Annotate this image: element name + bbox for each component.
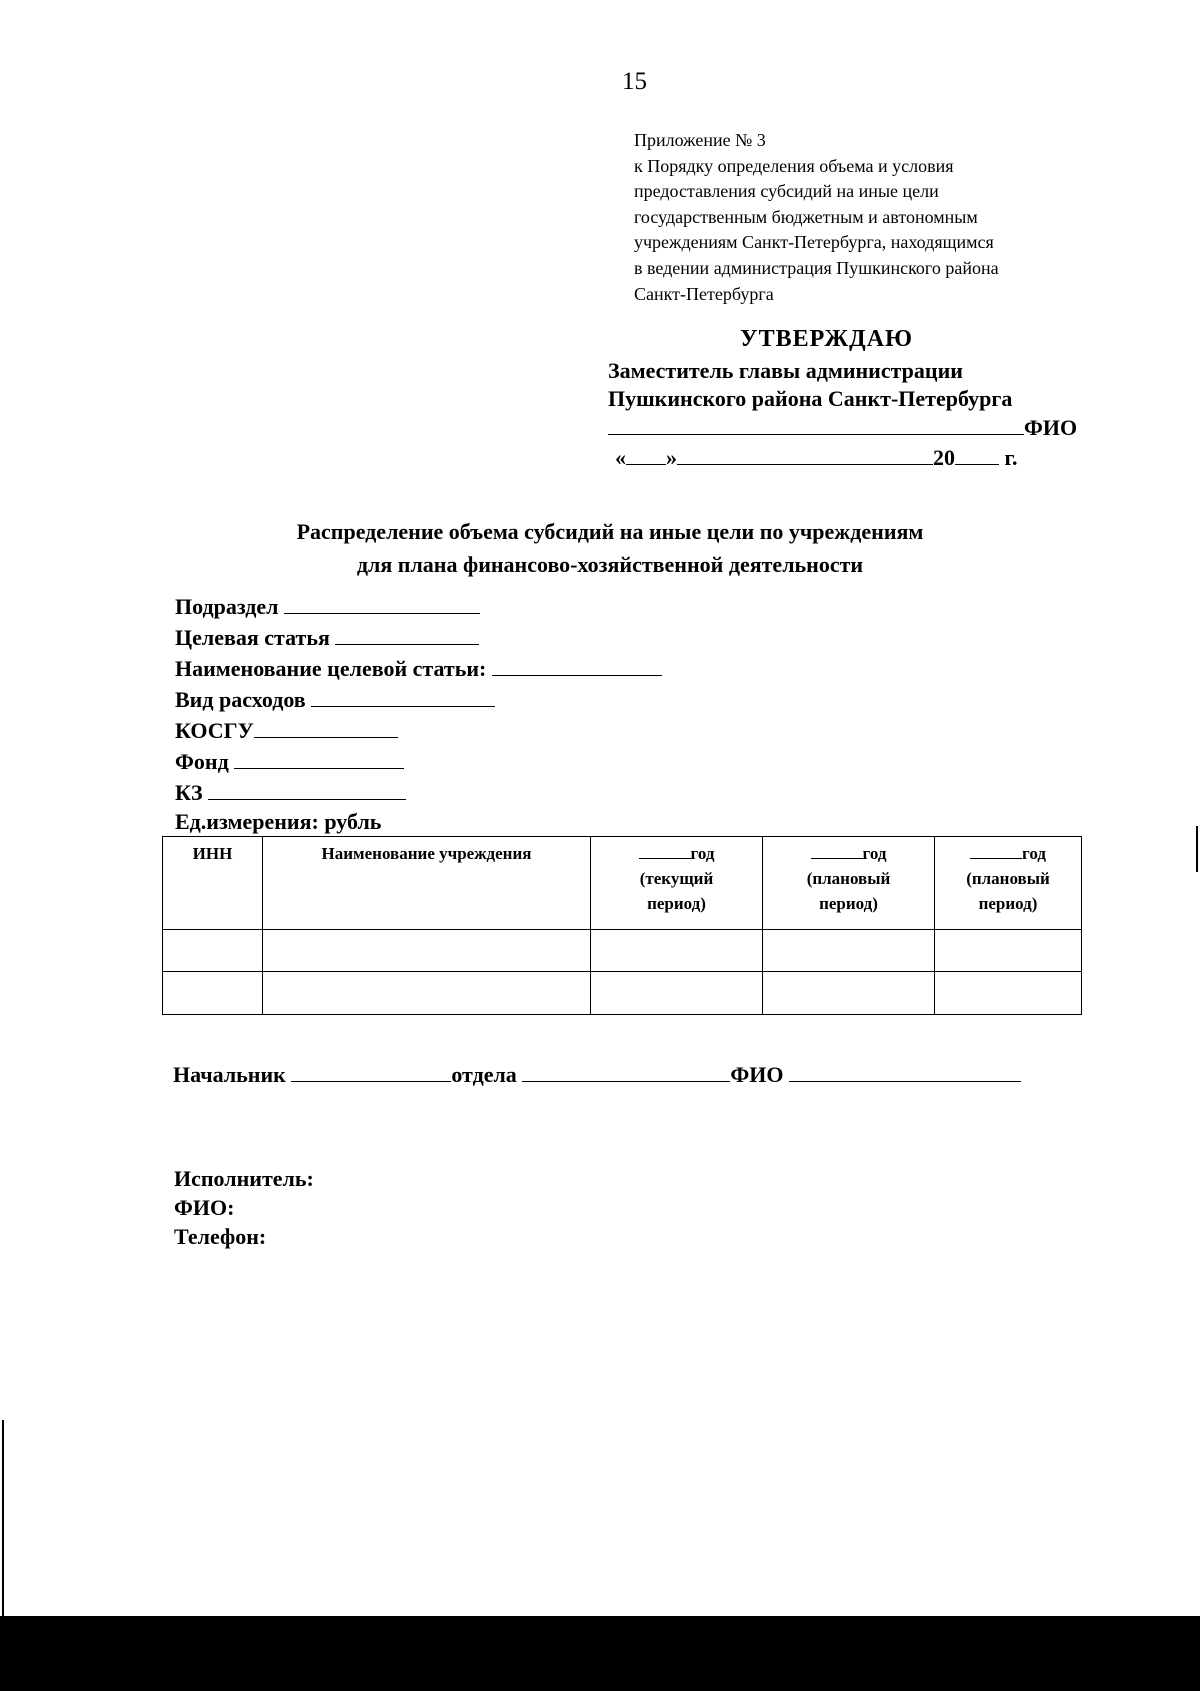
- approval-district: Пушкинского района Санкт-Петербурга: [608, 386, 1013, 411]
- field-label: КЗ: [175, 780, 203, 805]
- field-target-article-name: [175, 655, 662, 682]
- field-unit: Ед.измерения: рубль: [175, 809, 382, 834]
- header-institution-name: Наименование учреждения: [263, 837, 591, 930]
- header-planned-year-2: [935, 837, 1082, 930]
- table-cell: [935, 930, 1082, 972]
- approval-date-line: [615, 444, 1018, 471]
- header-planned-year-1: [763, 837, 935, 930]
- title-line-1: Распределение объема субсидий на иные цели по учреждениям: [296, 519, 924, 544]
- header-period-type: (плановый: [966, 869, 1050, 888]
- table-cell: [263, 930, 591, 972]
- table-cell: [591, 972, 763, 1015]
- field-subsection: [175, 593, 480, 620]
- field-label: Фонд: [175, 749, 229, 774]
- annex-line: предоставления субсидий на иные цели: [634, 181, 939, 202]
- field-blank: [234, 748, 404, 769]
- approval-fio: ФИО: [1024, 415, 1078, 440]
- annex-line: в ведении администрация Пушкинского района: [634, 257, 999, 278]
- year-blank: [955, 444, 999, 465]
- signature-blank: [608, 414, 1024, 435]
- distribution-table: [162, 836, 1082, 1015]
- field-label: КОСГУ: [175, 718, 254, 743]
- field-label: Подраздел: [175, 594, 279, 619]
- header-period-word: период): [819, 894, 878, 913]
- table-row: [163, 972, 1082, 1015]
- table-cell: [163, 972, 263, 1015]
- date-close-quote: »: [666, 445, 677, 470]
- header-year-label: год: [1022, 844, 1046, 863]
- executor-phone-label: Телефон:: [174, 1224, 267, 1249]
- year-blank: [970, 842, 1022, 859]
- annex-line: государственным бюджетным и автономным: [634, 206, 978, 227]
- signature-blank: [522, 1061, 730, 1082]
- field-kz: [175, 779, 406, 806]
- year-blank: [811, 842, 863, 859]
- approval-position: Заместитель главы администрации: [608, 358, 963, 383]
- date-open-quote: «: [615, 445, 626, 470]
- table-row: [163, 930, 1082, 972]
- field-fund: [175, 748, 404, 775]
- year-suffix: г.: [1004, 445, 1018, 470]
- document-title: [180, 515, 1040, 581]
- page-number: 15: [622, 68, 647, 95]
- executor-fio-label: ФИО:: [174, 1195, 235, 1220]
- field-blank: [335, 624, 479, 645]
- signature-line: [173, 1061, 1021, 1088]
- annex-line: Приложение № 3: [634, 130, 766, 150]
- field-target-article: [175, 624, 479, 651]
- header-year-label: год: [862, 844, 887, 863]
- field-label: Наименование целевой статьи:: [175, 656, 487, 681]
- header-year-label: год: [690, 844, 715, 863]
- field-blank: [254, 717, 398, 738]
- header-period-type: (плановый: [806, 869, 891, 888]
- signature-department-label: отдела: [451, 1062, 517, 1087]
- fio-blank: [789, 1061, 1021, 1082]
- header-period-type: (текущий: [639, 869, 714, 888]
- department-name-blank: [291, 1061, 451, 1082]
- approval-heading: УТВЕРЖДАЮ: [740, 326, 914, 352]
- day-blank: [626, 444, 666, 465]
- table-cell: [763, 972, 935, 1015]
- signature-fio-label: ФИО: [730, 1062, 784, 1087]
- scan-bottom-border: [0, 1616, 1200, 1691]
- header-period-word: период): [978, 894, 1038, 913]
- table-cell: [935, 972, 1082, 1015]
- approval-fio-line: [608, 414, 1077, 441]
- field-blank: [311, 686, 495, 707]
- table-cell: [591, 930, 763, 972]
- table-cell: [263, 972, 591, 1015]
- header-period-word: период): [647, 894, 706, 913]
- executor-label: Исполнитель:: [174, 1166, 314, 1191]
- scan-edge-right: [1196, 826, 1198, 872]
- field-label: Вид расходов: [175, 687, 306, 712]
- title-line-2: для плана финансово-хозяйственной деятельности: [356, 552, 864, 577]
- month-blank: [677, 444, 933, 465]
- annex-line: к Порядку определения объема и условия: [634, 155, 954, 176]
- signature-head-label: Начальник: [173, 1062, 286, 1087]
- annex-block: [634, 128, 1104, 307]
- table-cell: [763, 930, 935, 972]
- field-blank: [208, 779, 406, 800]
- annex-line: учреждениям Санкт-Петербурга, находящимся: [634, 232, 994, 253]
- field-blank: [492, 655, 662, 676]
- field-kosgu: [175, 717, 398, 744]
- scan-edge-left: [2, 1420, 4, 1620]
- table-header-row: [163, 837, 1082, 930]
- table-cell: [163, 930, 263, 972]
- header-inn: ИНН: [163, 837, 263, 930]
- header-current-year: [591, 837, 763, 930]
- field-label: Целевая статья: [175, 625, 330, 650]
- annex-line: Санкт-Петербурга: [634, 283, 774, 304]
- year-blank: [639, 842, 691, 859]
- field-blank: [284, 593, 480, 614]
- year-prefix: 20: [933, 445, 955, 470]
- field-expense-type: [175, 686, 495, 713]
